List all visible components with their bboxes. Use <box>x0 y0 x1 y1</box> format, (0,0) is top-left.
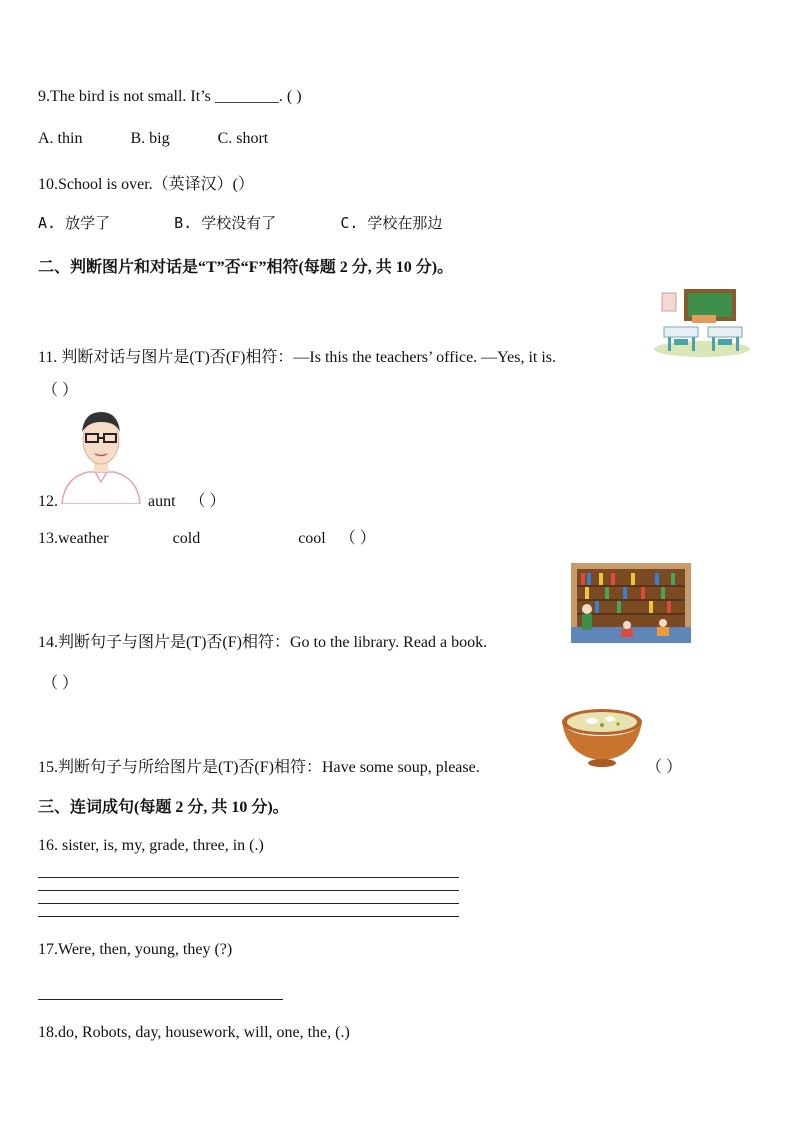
option-a: A. thin <box>38 130 83 147</box>
question-9-tail: . ( ) <box>278 88 302 105</box>
question-13-word-1: cold <box>172 530 201 547</box>
option-b: B. big <box>130 130 170 147</box>
question-16-text: 16. sister, is, my, grade, three, in (.) <box>38 837 264 854</box>
question-12-word: aunt <box>148 493 176 510</box>
answer-line[interactable] <box>38 890 459 891</box>
question-13 <box>38 525 376 548</box>
question-16 <box>38 837 264 855</box>
question-14-text: 14.判断句子与图片是(T)否(F)相符：Go to the library. Read a book. <box>38 634 488 651</box>
question-13-answer-paren: （ ） <box>339 530 376 547</box>
question-12-answer-paren: （ ） <box>189 493 226 510</box>
section-3-heading: 三、连词成句(每题 2 分, 共 10 分)。 <box>38 799 289 816</box>
question-10-options <box>38 212 442 233</box>
question-15-answer-paren: （ ） <box>646 759 683 776</box>
option-b: B. 学校没有了 <box>174 214 277 232</box>
section-2-heading: 二、判断图片和对话是“T”否“F”相符(每题 2 分, 共 10 分)。 <box>38 259 454 276</box>
classroom-picture <box>654 287 752 359</box>
question-10 <box>38 171 254 194</box>
question-11-text: 11. 判断对话与图片是(T)否(F)相符：—Is this the teachers’ office. —Yes, it is. <box>38 349 557 366</box>
option-c: C. 学校在那边 <box>340 214 443 232</box>
question-14 <box>38 629 487 652</box>
answer-line[interactable] <box>38 877 459 878</box>
question-15-text: 15.判断句子与所给图片是(T)否(F)相符：Have some soup, please. <box>38 759 480 776</box>
option-c: C. short <box>217 130 269 147</box>
answer-blank: ________ <box>214 88 279 105</box>
question-11 <box>38 344 556 367</box>
question-9-options <box>38 130 268 148</box>
question-13-word-2: cool <box>298 530 326 547</box>
question-12-number: 12. <box>38 493 58 510</box>
question-18-text: 18.do, Robots, day, housework, will, one, the, (.) <box>38 1024 350 1041</box>
question-15 <box>38 754 480 777</box>
answer-line[interactable] <box>38 903 459 904</box>
question-14-answer-paren: （ ） <box>42 675 79 692</box>
question-13-number: 13.weather <box>38 530 109 547</box>
question-11-answer-paren: （ ） <box>42 382 79 399</box>
soup-bowl-picture <box>560 706 644 770</box>
question-17 <box>38 941 232 959</box>
question-12 <box>38 488 226 511</box>
library-picture <box>571 563 691 643</box>
question-9 <box>38 88 302 106</box>
question-17-text: 17.Were, then, young, they (?) <box>38 941 233 958</box>
question-9-stem: 9.The bird is not small. It’s <box>38 88 211 105</box>
option-a: A. 放学了 <box>38 214 111 232</box>
answer-line[interactable] <box>38 999 283 1000</box>
question-18 <box>38 1024 350 1042</box>
question-10-stem: 10.School is over.（英译汉）(） <box>38 176 254 193</box>
answer-line[interactable] <box>38 916 459 917</box>
